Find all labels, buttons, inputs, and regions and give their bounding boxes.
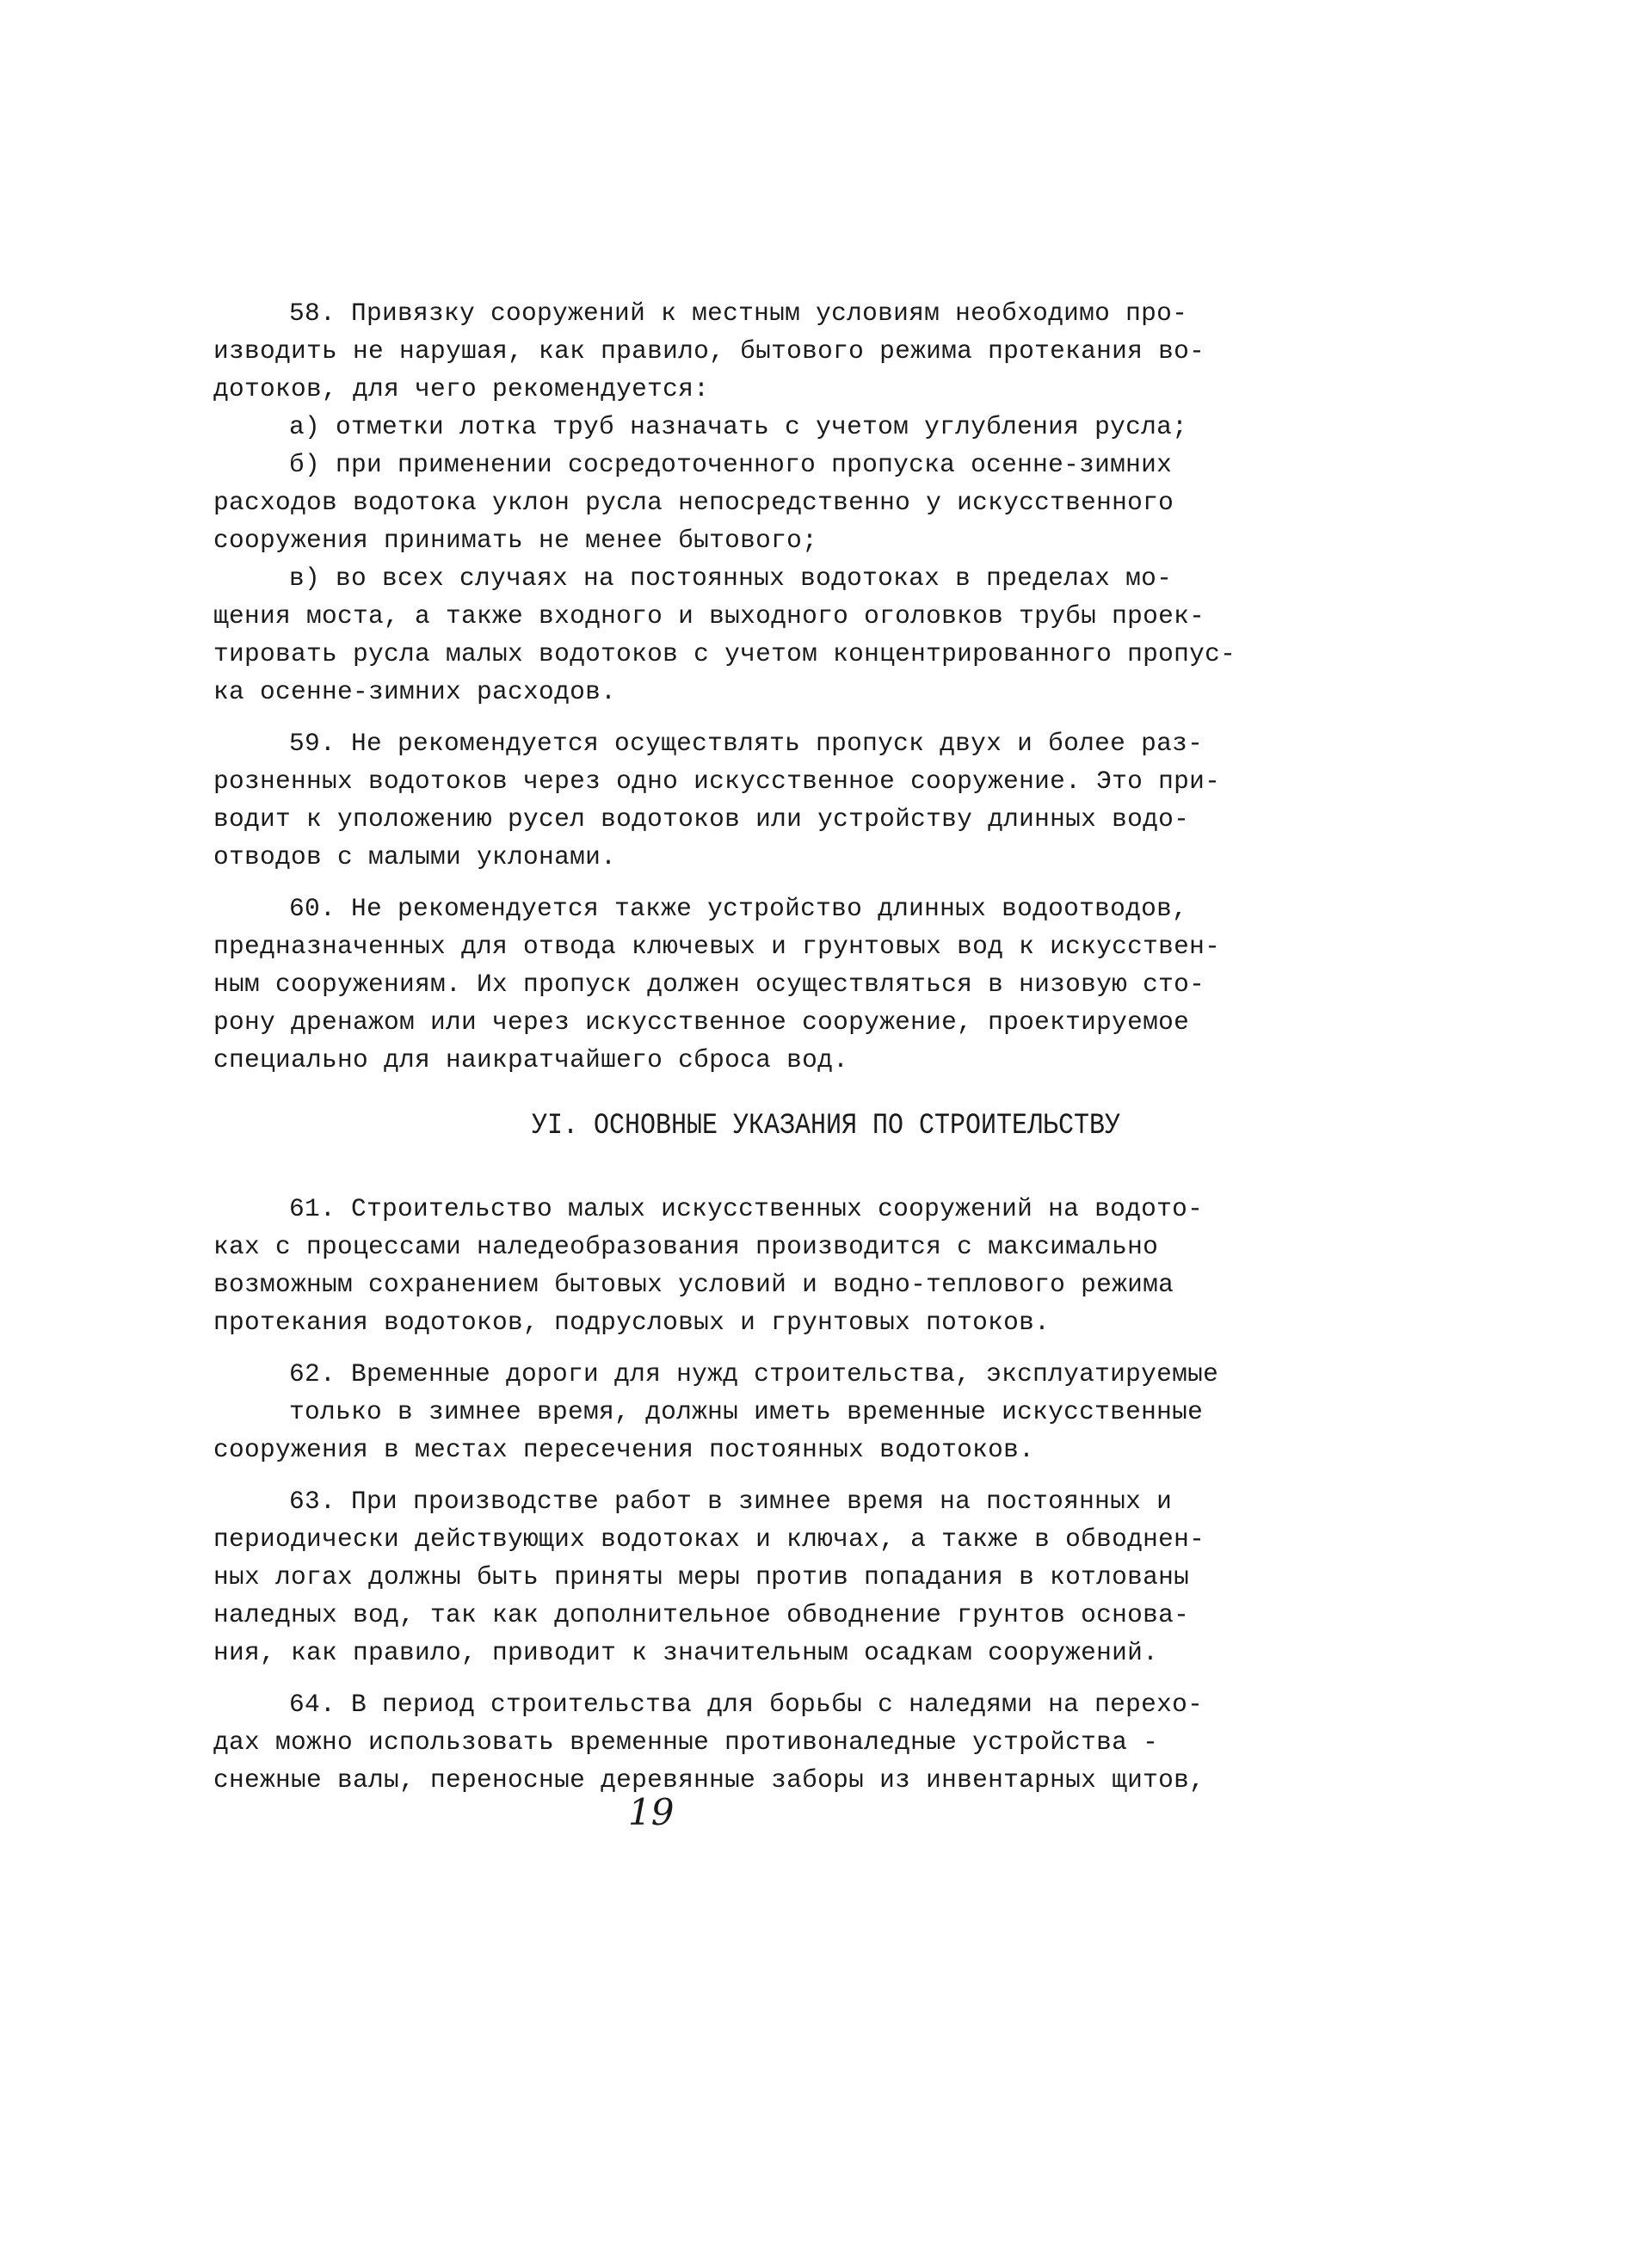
text-line: ках с процессами наледеобразования производится с максимально [213, 1232, 1159, 1261]
text-line: расходов водотока уклон русла непосредственно у искусственного [213, 488, 1174, 517]
text-line: 61. Строительство малых искусственных сооружений на водото- [289, 1194, 1204, 1223]
text-line: ных логах должны быть приняты меры против попадания в котлованы [213, 1562, 1190, 1592]
section-heading: УI. ОСНОВНЫЕ УКАЗАНИЯ ПО СТРОИТЕЛЬСТВУ [531, 1109, 1121, 1143]
text-line: только в зимнее время, должны иметь временные искусственные [289, 1397, 1204, 1426]
text-line: дотоков, для чего рекомендуется: [213, 374, 710, 403]
page-number: 19 [628, 1791, 675, 1833]
text-line: щения моста, а также входного и выходного оголовков трубы проек- [213, 601, 1205, 631]
text-line: ния, как правило, приводит к значительным осадкам сооружений. [213, 1638, 1159, 1667]
text-line: 58. Привязку сооружений к местным условиям необходимо про- [289, 299, 1188, 328]
text-line: 63. При производстве работ в зимнее время на постоянных и [289, 1487, 1173, 1516]
text-line: сооружения в местах пересечения постоянных водотоков. [213, 1435, 1035, 1464]
text-line: периодически действующих водотоках и ключах, а также в обводнен- [213, 1524, 1205, 1554]
text-line: предназначенных для отвода ключевых и грунтовых вод к искусствен- [213, 932, 1221, 961]
text-line: рону дренажом или через искусственное сооружение, проектируемое [213, 1007, 1190, 1037]
text-line: дах можно использовать временные противоналедные устройства - [213, 1727, 1159, 1757]
text-line: сооружения принимать не менее бытового; [213, 526, 818, 555]
text-line: изводить не нарушая, как правило, бытового режима протекания во- [213, 336, 1205, 366]
text-line: возможным сохранением бытовых условий и водно-теплового режима [213, 1270, 1174, 1299]
text-line: розненных водотоков через одно искусственное сооружение. Это при- [213, 767, 1221, 796]
text-line: протекания водотоков, подрусловых и грунтовых потоков. [213, 1308, 1051, 1337]
text-line: б) при применении сосредоточенного пропуска осенне-зимних [289, 450, 1173, 479]
text-line: в) во всех случаях на постоянных водотоках в пределах мо- [289, 563, 1173, 593]
text-line: тировать русла малых водотоков с учетом концентрированного пропус- [213, 639, 1236, 668]
text-line: водит к уположению русел водотоков или устройству длинных водо- [213, 804, 1190, 834]
text-line: специально для наикратчайшего сброса вод. [213, 1045, 849, 1075]
text-line: ка осенне-зимних расходов. [213, 677, 617, 706]
text-line: 62. Временные дороги для нужд строительства, эксплуатируемые [289, 1359, 1219, 1389]
text-line: ным сооружениям. Их пропуск должен осуществляться в низовую сто- [213, 970, 1205, 999]
text-line: а) отметки лотка труб назначать с учетом углубления русла; [289, 412, 1188, 441]
text-line: 64. В период строительства для борьбы с наледями на перехо- [289, 1690, 1204, 1719]
text-line: снежные валы, переносные деревянные заборы из инвентарных щитов, [213, 1765, 1205, 1795]
text-line: 60. Не рекомендуется также устройство длинных водоотводов, [289, 894, 1188, 923]
text-line: отводов с малыми уклонами. [213, 842, 617, 871]
text-line: наледных вод, так как дополнительное обводнение грунтов основа- [213, 1600, 1190, 1629]
text-line: 59. Не рекомендуется осуществлять пропуск двух и более раз- [289, 729, 1204, 758]
